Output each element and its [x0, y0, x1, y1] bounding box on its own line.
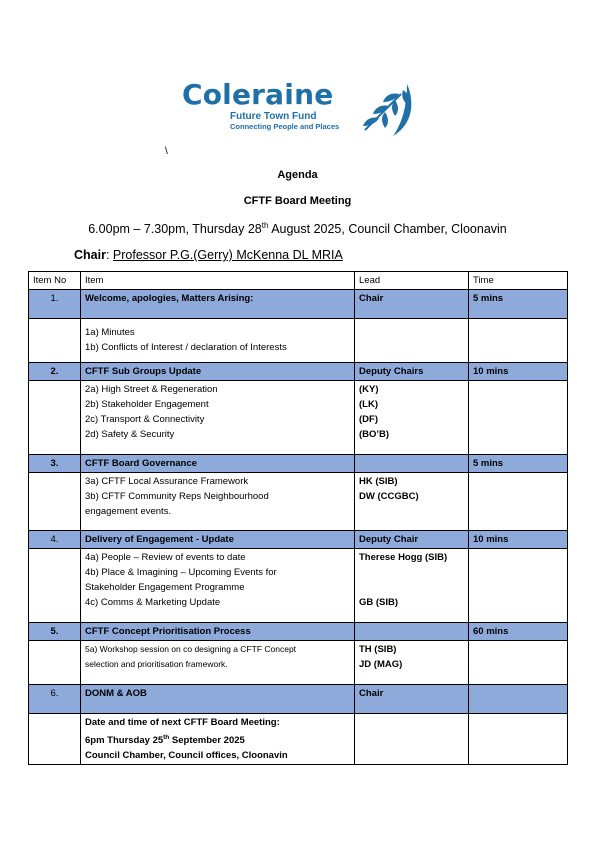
- item-time: 5 mins: [469, 290, 568, 319]
- item-details: 3a) CFTF Local Assurance Framework 3b) CFTF Community Reps Neighbourhood engagement events.: [81, 473, 355, 531]
- chair-label: Chair: [74, 248, 106, 262]
- item-time: 5 mins: [469, 455, 568, 473]
- meeting-datetime: 6.00pm – 7.30pm, Thursday 28th August 2025, Council Chamber, Cloonavin: [88, 221, 507, 237]
- item-details: 4a) People – Review of events to date 4b) Place & Imagining – Upcoming Events for Stakeholder Engagement Programme 4c) Comms & Marketing Update: [81, 549, 355, 623]
- next-meeting-details: Date and time of next CFTF Board Meeting: 6pm Thursday 25th September 2025 Council Chamber, Council offices, Cloonavin: [81, 714, 355, 765]
- item-lead: Chair: [355, 290, 469, 319]
- item-lead: [355, 455, 469, 473]
- header-time: Time: [469, 272, 568, 290]
- item-title: CFTF Sub Groups Update: [81, 363, 355, 381]
- agenda-table: [28, 271, 568, 765]
- item-leads: HK (SIB) DW (CCGBC): [355, 473, 469, 531]
- chair-line: Chair: Professor P.G.(Gerry) McKenna DL MRIA: [74, 248, 343, 262]
- item-leads: Therese Hogg (SIB) GB (SIB): [355, 549, 469, 623]
- item-details: 2a) High Street & Regeneration 2b) Stakeholder Engagement 2c) Transport & Connectivity 2d) Safety & Security: [81, 381, 355, 455]
- item-title: DONM & AOB: [81, 685, 355, 714]
- detail-row-5: [29, 641, 568, 685]
- item-leads: TH (SIB) JD (MAG): [355, 641, 469, 685]
- next-meeting-row: [29, 714, 568, 765]
- leaf-emblem-icon: [357, 80, 417, 140]
- section-row-6: [29, 685, 568, 714]
- logo-subtitle: Future Town Fund: [230, 111, 317, 122]
- header-lead: Lead: [355, 272, 469, 290]
- detail-row-1: [29, 319, 568, 363]
- item-title: CFTF Concept Prioritisation Process: [81, 623, 355, 641]
- header-item: Item: [81, 272, 355, 290]
- section-row-4: [29, 531, 568, 549]
- item-time: [469, 685, 568, 714]
- item-no: 5.: [29, 623, 81, 641]
- item-title: Delivery of Engagement - Update: [81, 531, 355, 549]
- item-no: 6.: [29, 685, 81, 714]
- stray-character: \: [165, 146, 168, 157]
- section-row-3: [29, 455, 568, 473]
- item-lead: [355, 623, 469, 641]
- section-row-5: [29, 623, 568, 641]
- section-row-1: [29, 290, 568, 319]
- item-no: 4.: [29, 531, 81, 549]
- detail-row-2: [29, 381, 568, 455]
- item-time: 10 mins: [469, 531, 568, 549]
- logo-tagline: Connecting People and Places: [230, 122, 340, 131]
- item-lead: Deputy Chairs: [355, 363, 469, 381]
- item-no: 2.: [29, 363, 81, 381]
- item-details: 5a) Workshop session on co designing a CFTF Concept selection and prioritisation framework.: [81, 641, 355, 685]
- item-leads: (KY) (LK) (DF) (BO’B): [355, 381, 469, 455]
- logo-wordmark: Coleraine: [182, 78, 334, 111]
- header-item-no: Item No: [29, 272, 81, 290]
- section-row-2: [29, 363, 568, 381]
- agenda-heading: Agenda: [277, 169, 318, 181]
- detail-row-3: [29, 473, 568, 531]
- item-details: 1a) Minutes 1b) Conflicts of Interest / declaration of Interests: [81, 319, 355, 363]
- meeting-title: CFTF Board Meeting: [243, 195, 352, 207]
- item-no: 3.: [29, 455, 81, 473]
- item-no: 1.: [29, 290, 81, 319]
- detail-row-4: [29, 549, 568, 623]
- item-title: CFTF Board Governance: [81, 455, 355, 473]
- item-lead: Chair: [355, 685, 469, 714]
- chair-name: Professor P.G.(Gerry) McKenna DL MRIA: [112, 248, 343, 262]
- item-time: 60 mins: [469, 623, 568, 641]
- item-time: 10 mins: [469, 363, 568, 381]
- item-lead: Deputy Chair: [355, 531, 469, 549]
- coleraine-logo: [182, 80, 414, 144]
- table-header-row: [29, 272, 568, 290]
- item-title: Welcome, apologies, Matters Arising:: [81, 290, 355, 319]
